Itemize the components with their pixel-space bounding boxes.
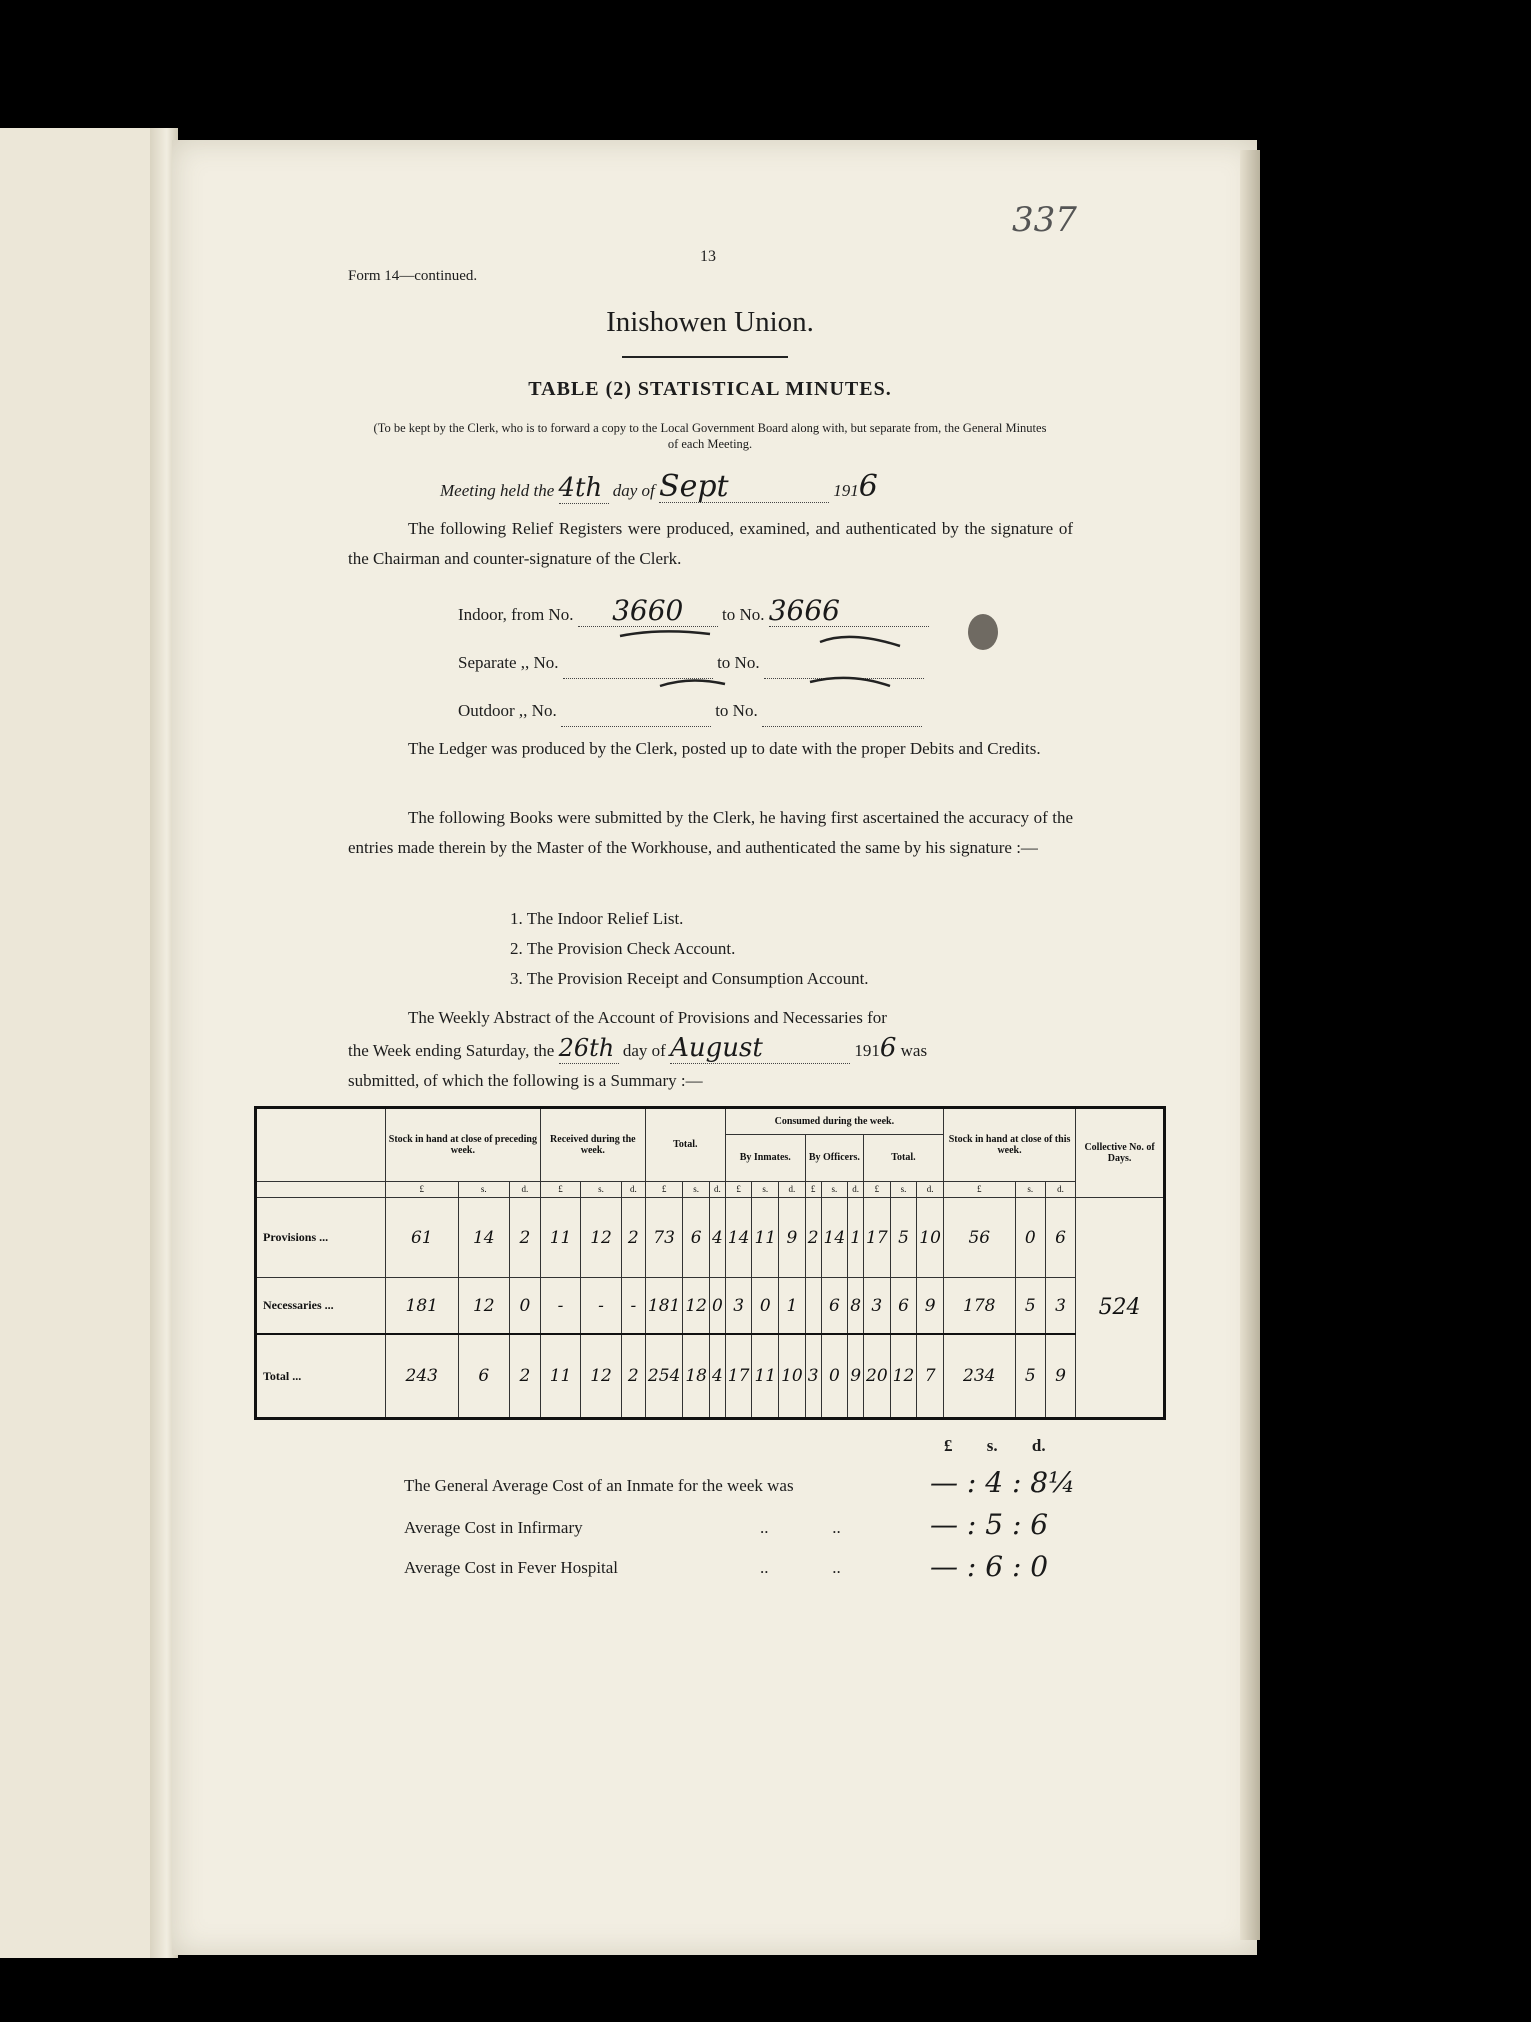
average-general-value: — : 4 : 8¼ bbox=[930, 1466, 1076, 1499]
meeting-mid: day of bbox=[612, 481, 655, 500]
meeting-month: Sept bbox=[659, 472, 829, 503]
abstract-line2 bbox=[348, 1033, 927, 1066]
meeting-year-digit: 6 bbox=[858, 469, 878, 504]
summary-table bbox=[254, 1106, 1166, 1420]
collective-header: Collective No. of Days. bbox=[1076, 1108, 1165, 1198]
average-fever-label: Average Cost in Fever Hospital bbox=[404, 1558, 619, 1577]
total-header: Total. bbox=[645, 1108, 725, 1182]
row-label: Provisions ... bbox=[256, 1198, 386, 1278]
title-rule bbox=[622, 356, 788, 358]
abstract-mid: day of bbox=[622, 1041, 666, 1060]
abstract-day: 26th bbox=[559, 1033, 619, 1064]
instruction-note: (To be kept by the Clerk, who is to forward a copy to the Local Government Board along with, but separate from, the General Minutes of each Meeting. bbox=[373, 421, 1047, 451]
indoor-from: 3660 bbox=[578, 596, 718, 627]
outdoor-to-label: to No. bbox=[715, 701, 758, 720]
averages-lsd-header: £ s. d. bbox=[944, 1436, 1046, 1455]
stock-close-header: Stock in hand at close of this week. bbox=[943, 1108, 1075, 1182]
abstract-month: August bbox=[670, 1033, 850, 1064]
registers-text: The following Relief Registers were produced, examined, and authenticated by the signature of the Chairman and counter-signature of the Clerk. bbox=[348, 519, 1073, 568]
row-label-header bbox=[256, 1108, 386, 1182]
meeting-prefix: Meeting held the bbox=[440, 481, 555, 500]
by-inmates-header: By Inmates. bbox=[725, 1135, 805, 1181]
consumed-total-header: Total. bbox=[864, 1135, 944, 1181]
separate-label: Separate ,, No. bbox=[458, 653, 559, 672]
consumed-header: Consumed during the week. bbox=[725, 1108, 943, 1135]
average-general-label: The General Average Cost of an Inmate for the week was bbox=[404, 1476, 794, 1495]
indoor-to: 3666 bbox=[769, 596, 929, 627]
abstract-week-prefix: the Week ending Saturday, the bbox=[348, 1041, 555, 1060]
received-header: Received during the week. bbox=[540, 1108, 645, 1182]
form-label: Form 14—continued. bbox=[348, 268, 478, 284]
abstract-line1: The Weekly Abstract of the Account of Provisions and Necessaries for bbox=[408, 1008, 887, 1027]
outdoor-label: Outdoor ,, No. bbox=[458, 701, 557, 720]
book-item: 3. The Provision Receipt and Consumption Account. bbox=[510, 969, 869, 988]
union-title: Inishowen Union. bbox=[606, 306, 814, 338]
row-label: Necessaries ... bbox=[256, 1278, 386, 1335]
ink-blot bbox=[968, 614, 998, 650]
meeting-line bbox=[440, 469, 878, 506]
books-list bbox=[510, 904, 869, 994]
stock-prev-header: Stock in hand at close of preceding week. bbox=[386, 1108, 541, 1182]
collective-days: 524 bbox=[1076, 1198, 1165, 1419]
average-infirmary-value: — : 5 : 6 bbox=[930, 1508, 1049, 1541]
average-fever-value: — : 6 : 0 bbox=[930, 1550, 1049, 1583]
abstract-suffix: was bbox=[900, 1041, 928, 1060]
meeting-day: 4th bbox=[559, 473, 609, 504]
table-row: Provisions ... 61 14 2 11 12 2 73 6 4 14 11 9 2 14 1 17 5 10 56 0 6 524 bbox=[256, 1198, 1165, 1278]
books-text: The following Books were submitted by the Clerk, he having first ascertained the accuracy of the entries made therein by the Master of the Workhouse, and authenticated the same by his signature :— bbox=[348, 808, 1073, 857]
average-infirmary-label: Average Cost in Infirmary bbox=[404, 1518, 583, 1537]
table-row: Necessaries ... 181 12 0 - - - 181 12 0 3 0 1 6 8 3 6 9 178 5 3 bbox=[256, 1278, 1165, 1335]
table-row: Total ... 243 6 2 11 12 2 254 18 4 17 11 10 3 0 9 20 12 7 234 5 9 bbox=[256, 1334, 1165, 1418]
book-item: 1. The Indoor Relief List. bbox=[510, 909, 684, 928]
page-mark: 337 bbox=[1012, 200, 1077, 240]
page-number: 13 bbox=[700, 248, 716, 265]
table-title: TABLE (2) STATISTICAL MINUTES. bbox=[528, 378, 892, 400]
indoor-to-label: to No. bbox=[721, 605, 765, 624]
book-item: 2. The Provision Check Account. bbox=[510, 939, 736, 958]
abstract-year-digit: 6 bbox=[879, 1033, 897, 1063]
abstract-year-prefix: 191 bbox=[854, 1041, 880, 1060]
row-label: Total ... bbox=[256, 1334, 386, 1418]
separate-to-label: to No. bbox=[717, 653, 760, 672]
cancellation-strokes bbox=[600, 620, 960, 720]
meeting-year-prefix: 191 bbox=[833, 481, 859, 500]
by-officers-header: By Officers. bbox=[805, 1135, 863, 1181]
abstract-line3: submitted, of which the following is a Summary :— bbox=[348, 1071, 703, 1090]
indoor-label: Indoor, from No. bbox=[458, 605, 574, 624]
ledger-text: The Ledger was produced by the Clerk, posted up to date with the proper Debits and Credits. bbox=[408, 739, 1041, 758]
lsd-header-row: £ s. d. £ s. d. £ s. d. £ s. d. £ s. d. £ s. d. £ s. d. bbox=[256, 1181, 1165, 1198]
left-page bbox=[0, 128, 175, 1958]
page-edge bbox=[1240, 150, 1260, 1940]
